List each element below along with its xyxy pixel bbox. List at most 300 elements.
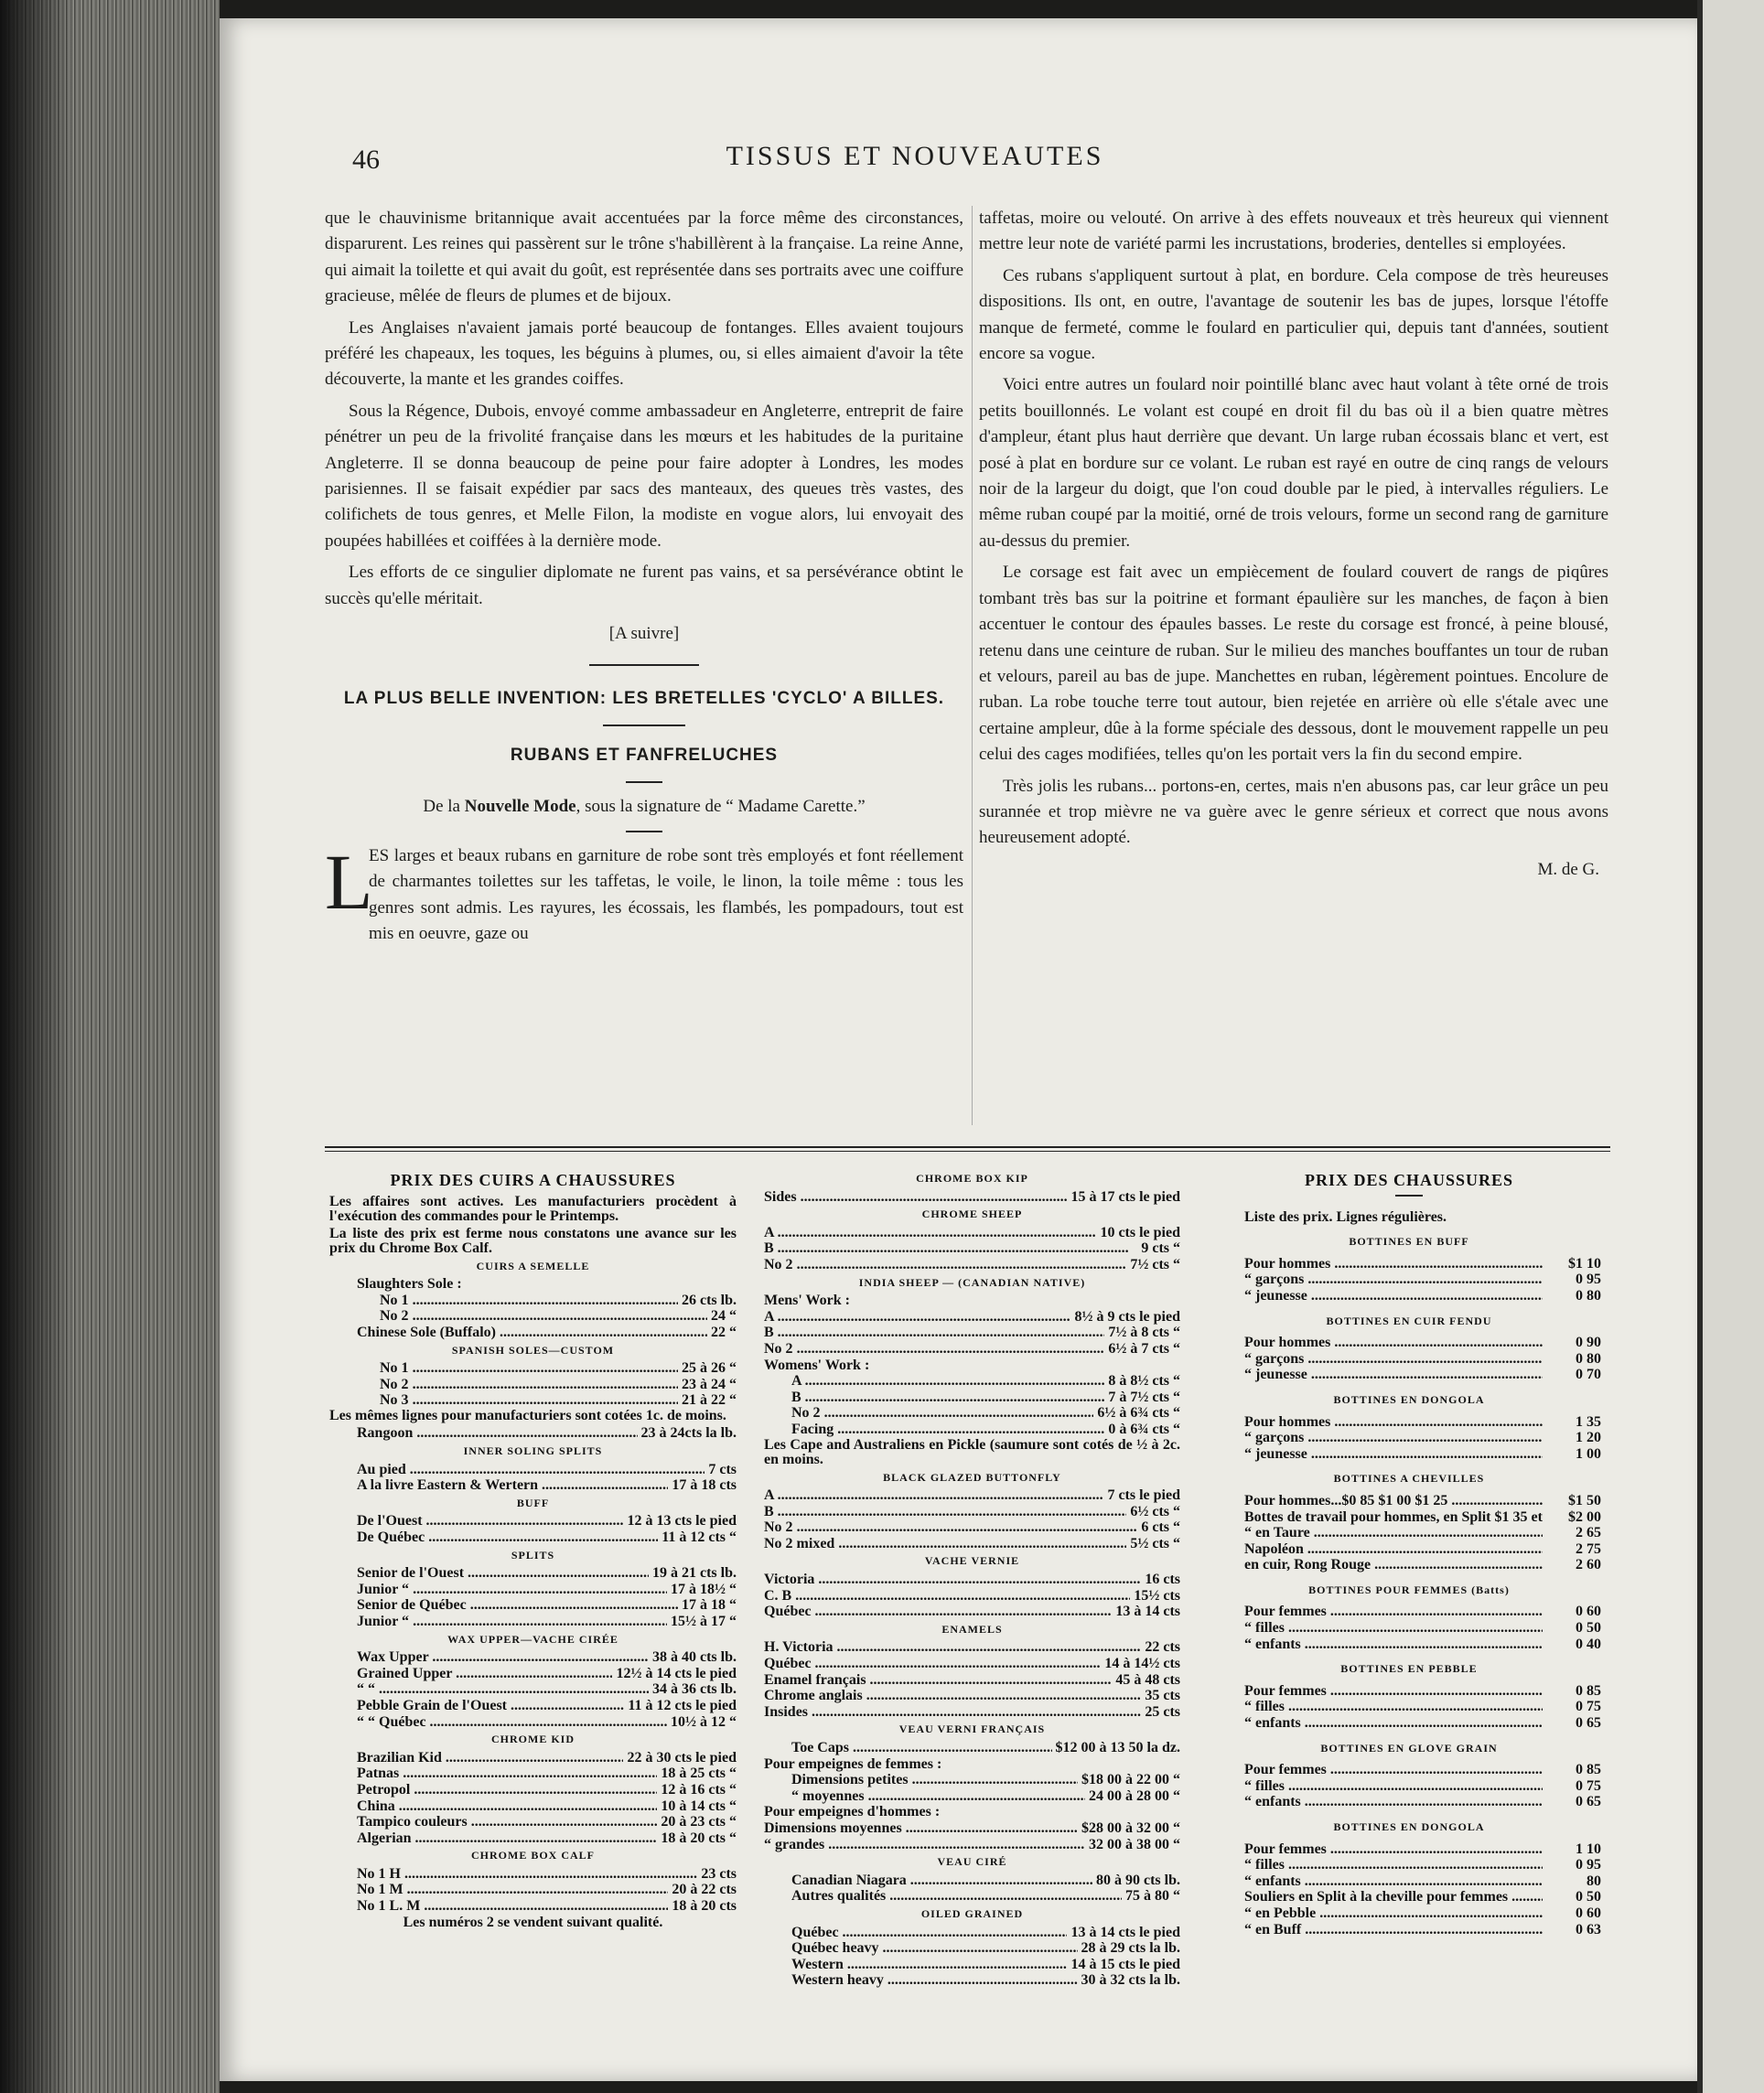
price-label: China ..... [357,1798,657,1815]
section-rule [626,781,662,783]
price-value: $2 00 [1568,1508,1601,1525]
price-label: Québec heavy ..... [791,1940,1078,1957]
price-row [329,1798,737,1815]
price-value: $28 00 à 32 00 “ [1081,1819,1180,1836]
price-label: Dimensions petites ..... [791,1772,1078,1788]
price-row [1217,1762,1601,1778]
section-heading: INDIA SHEEP — (CANADIAN NATIVE) [858,1275,1086,1289]
price-label: “ filles ..... [1244,1620,1543,1637]
section-heading: CHROME KID [491,1733,575,1746]
price-value: 0 75 [1576,1699,1601,1715]
price-label: Brazilian Kid ..... [357,1750,623,1766]
price-row [1217,1889,1601,1905]
byline-prefix: De la [423,796,465,816]
section-rule [1395,1195,1423,1197]
price-row [329,1325,737,1341]
price-value: 12½ à 14 cts le pied [616,1665,737,1681]
price-label: No 3 ..... [380,1392,678,1409]
price-value: 5½ cts “ [1130,1535,1180,1551]
price-value: 23 à 24cts la lb. [640,1425,737,1442]
price-value: 7 cts le pied [1107,1487,1180,1504]
price-row [329,1360,737,1377]
leather-intro: La liste des prix est ferme nous constatons une avance sur les prix du Chrome Box Calf. [329,1225,737,1257]
price-label: B ..... [764,1504,1126,1520]
price-row [329,1392,737,1409]
price-row [329,1530,737,1546]
section-heading: SPLITS [511,1548,555,1562]
section-rule [603,724,685,726]
price-label: Dimensions moyennes ..... [764,1820,1078,1837]
price-label: Pour femmes ..... [1244,1604,1543,1620]
price-value: 15½ cts [1134,1587,1180,1604]
price-label: H. Victoria ..... [764,1639,1141,1656]
price-value: 15 à 17 cts le pied [1070,1188,1180,1205]
price-row [1217,1288,1601,1304]
dropcap-text: ES larges et beaux rubans en garniture de robe sont très employés et font réellement de charmantes toilettes sur les taffetas, le voile, le linon, la toile même : tous les genres sont admis. Les rayures, les écossais, les flambés, les pompadours, tout est mis en oeuvre, gaze ou [369,845,963,944]
price-label: Tampico couleurs ..... [357,1814,657,1830]
footer-note: Les numéros 2 se vendent suivant qualité. [403,1914,663,1930]
price-label: Algerian ..... [357,1830,657,1847]
price-label: “ en Pebble ..... [1244,1905,1543,1922]
price-label: “ en Buff ..... [1244,1922,1543,1938]
price-label: Western heavy ..... [791,1972,1078,1989]
price-value: 2 65 [1576,1525,1601,1541]
price-value: 80 [1587,1873,1601,1889]
price-value: 6½ à 6¾ cts “ [1097,1405,1180,1422]
price-value: 18 à 20 cts [672,1898,737,1915]
price-row [329,1462,737,1478]
price-value: 80 à 90 cts lb. [1096,1872,1180,1888]
shoe-prices-title: PRIX DES CHAUSSURES [1304,1171,1514,1189]
price-label: No 2 ..... [764,1341,1104,1358]
price-row [1217,1794,1601,1810]
price-row [1217,1905,1601,1922]
adjacent-page-strip [1697,0,1764,2093]
section-heading: BOTTINES POUR FEMMES (Batts) [1308,1583,1510,1596]
section-heading: INNER SOLING SPLITS [463,1444,603,1458]
paragraph: Les Anglaises n'avaient jamais porté beaucoup de fontanges. Elles avaient toujours préféré les chapeaux, les toques, les béguins à plumes, ou, si elles aimaient d'avoir la tête découverte, la mante et les grandes coiffes. [325,317,963,390]
price-value: 22 cts [1145,1639,1180,1656]
price-label: Pour femmes ..... [1244,1762,1543,1778]
price-value: 11 à 12 cts le pied [628,1697,737,1713]
price-row [764,1788,1180,1805]
price-row [764,1390,1180,1406]
price-value: 38 à 40 cts lb. [652,1649,737,1666]
note: Les Cape and Australiens en Pickle (saumure sont cotés de ½ à 2c. en moins. [764,1436,1180,1467]
paragraph: Sous la Régence, Dubois, envoyé comme ambassadeur en Angleterre, entreprit de faire pénétrer un peu de la frivolité française dans les mœurs et les habitudes de la puritaine Angleterre. Il se donna beaucoup de peine pour faire adopter à Londres, les modes parisiennes. Il se faisait expédier par sacs des manteaux, des queues très vastes, des colifichets de tous genres, et Melle Filon, la modiste en vogue alors, lui envoyait des poupées habillées et coiffées à la dernière mode. [325,401,963,551]
price-label: No 1 L. M ..... [357,1898,668,1915]
paragraph: Très jolis les rubans... portons-en, certes, mais n'en abusons pas, car leur grâce un peu surannée et trop mièvre ne va guère avec le genre sérieux et correct que nous avons heureusement adopté. [979,776,1608,848]
price-row [764,1957,1180,1973]
section-heading: BUFF [516,1496,550,1509]
hommes-label: Pour empeignes d'hommes : [764,1804,941,1820]
price-row [764,1672,1180,1689]
paragraph: Les efforts de ce singulier diplomate ne furent pas vains, et sa persévérance obtint le succès qu'elle méritait. [325,563,963,608]
price-value: 10 à 14 cts “ [661,1798,737,1814]
price-value: 24 00 à 28 00 “ [1089,1787,1180,1804]
price-row [1217,1683,1601,1700]
price-label: Grained Upper ..... [357,1666,612,1682]
price-value: 16 cts [1145,1572,1180,1588]
price-label: No 1 ..... [380,1293,678,1309]
price-label: “ enfants ..... [1244,1873,1543,1890]
price-label: No 2 ..... [764,1519,1137,1536]
price-value: 7 à 7½ cts “ [1108,1389,1180,1405]
price-value: 25 à 26 “ [682,1360,737,1377]
price-label: No 1 H ..... [357,1866,697,1883]
price-value: 12 à 16 cts “ [661,1781,737,1798]
section-heading: VACHE VERNIE [924,1554,1020,1568]
paragraph: Voici entre autres un foulard noir pointillé blanc avec haut volant à tête orné de trois petits bouillonnés. Le volant est coupé en droit fil du bas où il a bien quatre mètres d'ampleur, étant plus haut derrière que devant. Un large ruban écossais blanc et vert, est posé à plat en bordure sur ce volant. Le ruban est rayé en outre de cinq rangs de velours noir de la largeur du doigt, que l'on coud double par le pied, à intervalles réguliers. Le même ruban coupé par la moitié, orné de trois velours, forme un second rang de garniture au-dessus du premier. [979,375,1608,551]
price-value: 0 85 [1576,1682,1601,1699]
price-label: “ jeunesse ..... [1244,1367,1543,1383]
price-row [329,1782,737,1798]
price-row [764,1588,1180,1605]
price-section-rule [325,1146,1610,1152]
price-row [329,1477,737,1494]
price-list [329,1649,737,1730]
price-value: 21 à 22 “ [682,1392,737,1409]
price-row [1217,1778,1601,1795]
price-row [329,1866,737,1883]
price-value: 7½ à 8 cts “ [1108,1325,1180,1341]
price-value: 1 20 [1576,1430,1601,1446]
price-row [1217,1272,1601,1288]
section-heading: ENAMELS [941,1622,1003,1636]
price-value: 23 cts [701,1865,737,1882]
price-value: 0 40 [1576,1636,1601,1652]
price-row [1217,1493,1601,1509]
price-row [329,1377,737,1393]
price-list [764,1225,1180,1273]
price-row [764,1504,1180,1520]
price-row [1217,1541,1601,1558]
section-heading: BOTTINES EN PEBBLE [1340,1662,1478,1676]
price-value: 0 80 [1576,1287,1601,1304]
byline-suffix: , sous la signature de “ Madame Carette.” [575,796,866,816]
price-label: Pour hommes ..... [1244,1335,1543,1351]
price-value: 17 à 18 cts [672,1477,737,1494]
price-label: B ..... [791,1390,1104,1406]
price-row [764,1604,1180,1620]
left-column [325,206,963,953]
price-row [764,1225,1180,1241]
price-row [1217,1335,1601,1351]
price-label: “ en Taure ..... [1244,1525,1543,1541]
price-row [329,1666,737,1682]
price-row [329,1293,737,1309]
price-value: 6 cts “ [1141,1519,1180,1536]
price-row [764,1704,1180,1721]
binding-shadow [0,0,73,2093]
price-row [764,1257,1180,1273]
womens-label: Womens' Work : [764,1357,870,1373]
section-heading: BOTTINES EN BUFF [1349,1235,1469,1249]
price-row [329,1582,737,1598]
price-value: 0 80 [1576,1350,1601,1367]
price-row [329,1882,737,1898]
price-row [329,1513,737,1530]
section-heading: CHROME BOX CALF [471,1849,595,1862]
price-label: “ jeunesse ..... [1244,1446,1543,1463]
price-value: $18 00 à 22 00 “ [1081,1772,1180,1788]
price-row [329,1714,737,1731]
price-value: 6½ cts “ [1130,1503,1180,1519]
price-list [329,1513,737,1545]
price-label: Chrome anglais ..... [764,1688,1141,1704]
price-value: 17 à 18½ “ [671,1581,737,1597]
section-heading: CHROME SHEEP [921,1208,1023,1221]
price-label: Canadian Niagara ..... [791,1873,1092,1889]
byline [325,794,963,820]
price-value: 13 à 14 cts le pied [1070,1924,1180,1940]
price-label: No 2 mixed ..... [764,1536,1126,1552]
mens-label: Mens' Work : [764,1293,850,1309]
price-value: 7 cts [708,1461,737,1477]
price-label: No 2 ..... [380,1377,678,1393]
price-label: A ..... [764,1225,1096,1241]
price-value: 14 à 14½ cts [1104,1656,1180,1672]
price-list [329,1462,737,1494]
price-label: “ enfants ..... [1244,1637,1543,1653]
price-row [764,1240,1180,1257]
price-row [1217,1604,1601,1620]
price-row [329,1597,737,1614]
section-heading: VEAU VERNI FRANÇAIS [898,1723,1046,1736]
leather-intro: Les affaires sont actives. Les manufacturiers procèdent à l'exécution des commandes pour le Printemps. [329,1193,737,1225]
price-value: 28 à 29 cts la lb. [1081,1940,1180,1957]
price-value: 11 à 12 cts “ [662,1530,737,1545]
price-value: 26 cts lb. [682,1292,737,1308]
shoe-prices-subtitle: Liste des prix. Lignes régulières. [1244,1208,1447,1225]
price-row [1217,1351,1601,1368]
section-heading: BOTTINES EN CUIR FENDU [1326,1314,1492,1327]
price-row [764,1656,1180,1672]
price-value: 8 à 8½ cts “ [1108,1373,1180,1390]
price-row [764,1940,1180,1957]
price-value: 10½ à 12 “ [671,1713,737,1730]
price-label: No 2 ..... [791,1405,1093,1422]
price-value: 0 65 [1576,1715,1601,1732]
price-label: “ enfants ..... [1244,1794,1543,1810]
price-row [1217,1699,1601,1715]
price-row [764,1740,1180,1756]
price-row [329,1830,737,1847]
price-value: 7½ cts “ [1130,1256,1180,1272]
price-label: Toe Caps ..... [791,1740,1052,1756]
price-row [329,1425,737,1442]
signature: M. de G. [1537,859,1599,879]
section-heading: SPANISH SOLES—CUSTOM [451,1343,615,1357]
byline-source: Nouvelle Mode [464,796,576,816]
price-value: 22 à 30 cts le pied [627,1749,737,1766]
price-value: 2 60 [1576,1557,1601,1573]
price-row [764,1925,1180,1941]
price-label: Québec ..... [791,1925,1067,1941]
price-list [764,1639,1180,1720]
price-row [764,1405,1180,1422]
price-label: “ “ ..... [357,1681,649,1698]
drop-cap: L [325,837,373,926]
price-list [329,1750,737,1847]
price-label: Junior “ ..... [357,1614,667,1630]
price-label: Québec ..... [764,1604,1112,1620]
section-heading: VEAU CIRÉ [937,1855,1007,1869]
price-label: A ..... [764,1487,1103,1504]
price-list [764,1373,1180,1437]
price-value: 0 75 [1576,1777,1601,1794]
price-label: Junior “ ..... [357,1582,667,1598]
price-label: B ..... [764,1325,1104,1341]
price-label: “ grandes ..... [764,1837,1085,1853]
price-value: 0 60 [1576,1905,1601,1921]
section-heading: BOTTINES EN DONGOLA [1333,1820,1485,1833]
section-heading: BLACK GLAZED BUTTONFLY [883,1470,1061,1484]
section-rule [589,664,699,666]
price-value: 0 95 [1576,1857,1601,1873]
price-label: De l'Ouest ..... [357,1513,623,1530]
price-label: Sides ..... [764,1189,1067,1206]
price-row [1217,1557,1601,1573]
price-value: 0 90 [1576,1335,1601,1351]
price-row [764,1189,1180,1206]
price-value: 10 cts le pied [1100,1224,1180,1240]
price-row [1217,1841,1601,1858]
price-value: 20 à 22 cts [672,1882,737,1898]
price-row [329,1698,737,1714]
price-value: 2 75 [1576,1540,1601,1557]
price-row [329,1766,737,1782]
price-row [1217,1857,1601,1873]
price-value: 32 00 à 38 00 “ [1089,1836,1180,1852]
magazine-page [220,18,1697,2081]
price-value: 45 à 48 cts [1115,1671,1180,1688]
price-value: 14 à 15 cts le pied [1070,1956,1180,1972]
section-rule [626,831,662,832]
price-row [764,1341,1180,1358]
price-list [764,1820,1180,1852]
price-list [329,1360,737,1409]
price-row [764,1888,1180,1905]
price-label: Bottes de travail pour hommes, en Split $1 35 et ..... [1244,1509,1543,1526]
paragraph: que le chauvinisme britannique avait accentuées par la force même des circonstances, disparurent. Les reines qui passèrent sur le trône s'habillèrent à la française. La reine Anne, qui aimait la toilette et qui avait du goût, est représentée dans ses portraits avec une coiffure gracieuse, mêlée de fleurs de plumes et de bijoux. [325,209,963,306]
price-label: “ “ Québec ..... [357,1714,667,1731]
price-value: 19 à 21 cts lb. [652,1565,737,1582]
price-value: 0 85 [1576,1762,1601,1778]
price-label: “ enfants ..... [1244,1715,1543,1732]
price-value: 30 à 32 cts la lb. [1081,1972,1180,1989]
price-label: De Québec ..... [357,1530,658,1546]
price-label: A ..... [764,1309,1070,1326]
price-label: Autres qualités ..... [791,1888,1122,1905]
section-heading: WAX UPPER—VACHE CIRÉE [447,1632,618,1646]
price-label: No 2 ..... [380,1308,707,1325]
section-heading: BOTTINES A CHEVILLES [1333,1472,1485,1486]
price-label: Pour hommes ..... [1244,1414,1543,1431]
price-row [1217,1715,1601,1732]
headline-rubans: RUBANS ET FANFRELUCHES [510,745,779,765]
price-label: No 2 ..... [764,1257,1126,1273]
price-row [1217,1873,1601,1890]
price-value: 34 à 36 cts lb. [652,1681,737,1698]
price-row [1217,1414,1601,1431]
price-label: Enamel français ..... [764,1672,1112,1689]
running-head [352,126,1478,175]
price-row [1217,1620,1601,1637]
femmes-label: Pour empeignes de femmes : [764,1755,942,1772]
price-list [764,1772,1180,1804]
price-value: 75 à 80 “ [1125,1888,1180,1905]
price-value: 17 à 18 “ [682,1597,737,1614]
price-value: 13 à 14 cts [1115,1604,1180,1620]
price-label: Québec ..... [764,1656,1101,1672]
paragraph: taffetas, moire ou velouté. On arrive à des effets nouveaux et très heureux qui viennent mettre leur note de variété parmi les incrustations, broderies, dentelles si employées. [979,209,1608,254]
section-heading: OILED GRAINED [920,1906,1024,1920]
column-divider [972,206,973,1125]
price-value: 0 à 6¾ cts “ [1108,1421,1180,1437]
price-value: 35 cts [1145,1688,1180,1704]
price-label: en cuir, Rong Rouge ..... [1244,1557,1543,1573]
section-heading: CHROME BOX KIP [916,1172,1028,1185]
price-value: 0 50 [1576,1889,1601,1905]
price-row [329,1681,737,1698]
price-label: “ garçons ..... [1244,1430,1543,1446]
price-value: 6½ à 7 cts “ [1108,1340,1180,1357]
price-row [764,1309,1180,1326]
price-row [1217,1430,1601,1446]
price-label: Souliers en Split à la cheville pour femmes ..... [1244,1889,1543,1905]
paragraph: Le corsage est fait avec un empiècement de foulard couvert de rangs de piqûres tombant très bas sur la poitrine et formant épaulière sur les manches, de façon à bien accentuer le contour des épaules basses. Le reste du corsage est froncé, à peine blousé, retenu dans une ceinture de ruban. Sur le milieu des manches bouffantes un tour de ruban et velours, pareil au bas de jupe. Manchettes en ruban, légèrement pointues. Encolure de ruban. La robe touche terre tout autour, bien rejetée en arrière où elle s'étale avec une certaine ampleur, dûe à la forme spéciale des dessous, dont le mouvement rappelle un peu celui des cages modifiées, telles qu'on les portait vers la fin du second empire. [979,563,1608,765]
right-column [979,206,1608,883]
price-label: No 1 ..... [380,1360,678,1377]
price-value: 0 70 [1576,1367,1601,1383]
price-row [329,1814,737,1830]
price-value: 1 10 [1576,1841,1601,1857]
price-label: “ garçons ..... [1244,1351,1543,1368]
price-label: Insides ..... [764,1704,1141,1721]
shoe-price-groups [1217,1234,1601,1937]
price-value: 12 à 13 cts le pied [627,1513,737,1530]
price-value: 18 à 25 cts “ [661,1766,737,1782]
price-label: Chinese Sole (Buffalo) ..... [357,1325,707,1341]
price-label: Pour hommes ..... [1244,1256,1543,1272]
price-label: “ jeunesse ..... [1244,1288,1543,1304]
price-value: 0 95 [1576,1272,1601,1288]
price-label: Pebble Grain de l'Ouest ..... [357,1698,624,1714]
price-value: 20 à 23 cts “ [661,1814,737,1830]
price-label: “ filles ..... [1244,1857,1543,1873]
headline-bretelles: LA PLUS BELLE INVENTION: LES BRETELLES 'CYCLO' A BILLES. [343,688,945,708]
page-number: 46 [352,145,380,175]
price-label: No 1 M ..... [357,1882,668,1898]
price-label: C. B ..... [764,1588,1130,1605]
price-list [329,1565,737,1629]
price-row [329,1898,737,1915]
price-value: 0 63 [1576,1921,1601,1937]
price-value: 0 65 [1576,1794,1601,1810]
price-row [764,1688,1180,1704]
price-label: Pour femmes ..... [1244,1841,1543,1858]
price-row [329,1308,737,1325]
price-value: 15½ à 17 “ [671,1613,737,1629]
slaughters-label: Slaughters Sole : [357,1276,462,1293]
price-row [1217,1367,1601,1383]
leather-prices-title: PRIX DES CUIRS A CHAUSSURES [390,1171,676,1189]
price-list [764,1309,1180,1358]
price-label: “ garçons ..... [1244,1272,1543,1288]
price-row [764,1519,1180,1536]
price-row [764,1325,1180,1341]
